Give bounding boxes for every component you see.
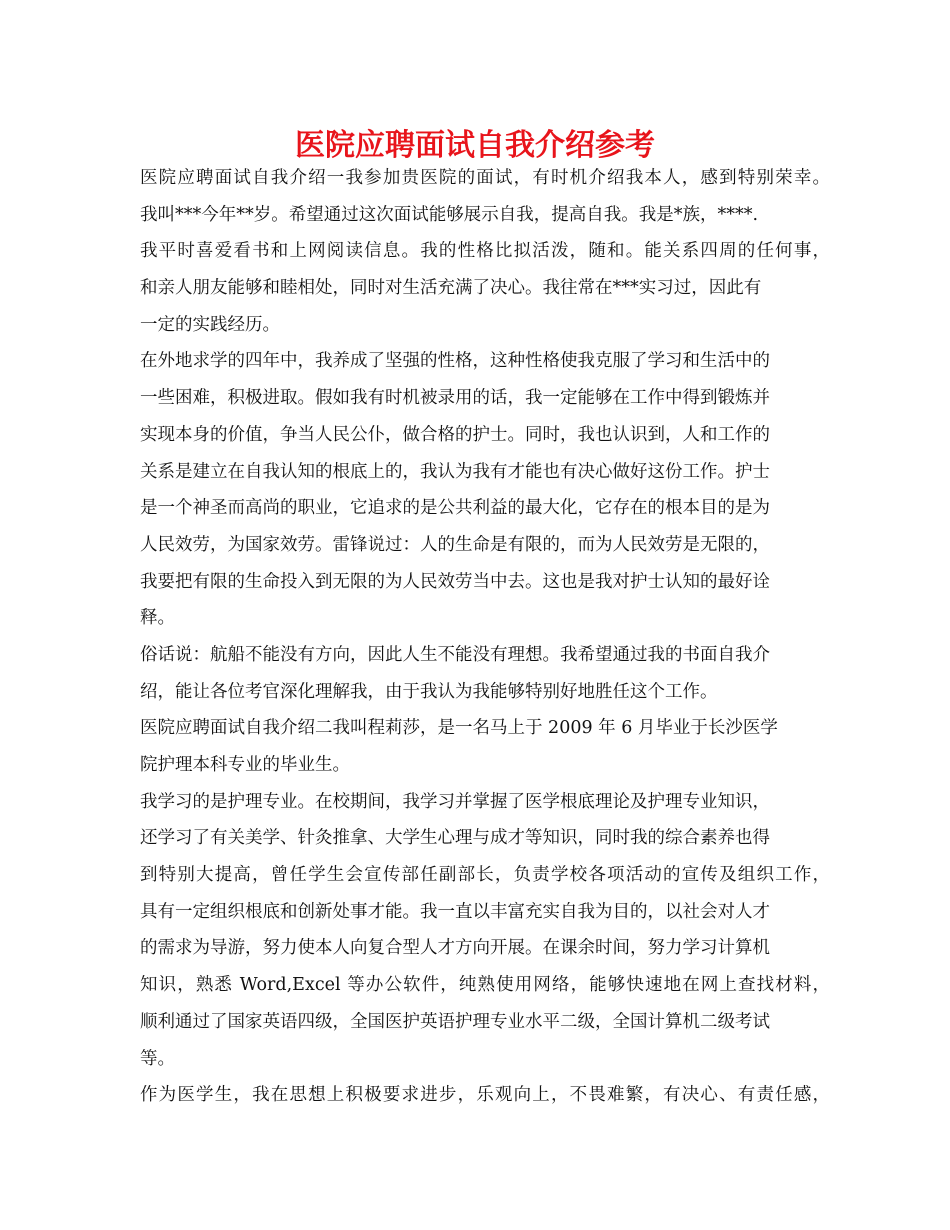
text-line: 我要把有限的生命投入到无限的为人民效劳当中去。这也是我对护士认知的最好诠 [140, 571, 770, 592]
text-line: 在外地求学的四年中，我养成了坚强的性格，这种性格使我克服了学习和生活中的 [140, 351, 770, 372]
text-line: 我叫***今年**岁。希望通过这次面试能够展示自我，提高自我。我是*族，****. [140, 204, 759, 225]
text-line: 到特别大提高，曾任学生会宣传部任副部长，负责学校各项活动的宣传及组织工作， [140, 865, 830, 886]
text-line: 人民效劳，为国家效劳。雷锋说过：人的生命是有限的，而为人民效劳是无限的， [140, 534, 770, 555]
text-line: 一定的实践经历。 [140, 314, 280, 335]
text-line: 一些困难，积极进取。假如我有时机被录用的话，我一定能够在工作中得到锻炼并 [140, 388, 770, 409]
text-line: 俗话说：航船不能没有方向，因此人生不能没有理想。我希望通过我的书面自我介 [140, 644, 770, 665]
text-line: 和亲人朋友能够和睦相处，同时对生活充满了决心。我往常在***实习过，因此有 [140, 278, 762, 299]
text-line: 知识，熟悉 Word,Excel 等办公软件，纯熟使用网络，能够快速地在网上查找材料， [140, 975, 830, 996]
text-line: 医院应聘面试自我介绍一我参加贵医院的面试，有时机介绍我本人，感到特别荣幸。 [140, 168, 830, 188]
text-line: 作为医学生，我在思想上积极要求进步，乐观向上，不畏难繁，有决心、有责任感， [140, 1085, 830, 1106]
text-line: 还学习了有关美学、针灸推拿、大学生心理与成才等知识，同时我的综合素养也得 [140, 828, 770, 849]
text-line: 绍，能让各位考官深化理解我，由于我认为我能够特别好地胜任这个工作。 [140, 681, 718, 702]
text-line: 院护理本科专业的毕业生。 [140, 755, 350, 775]
text-line: 我学习的是护理专业。在校期间，我学习并掌握了医学根底理论及护理专业知识， [140, 791, 770, 812]
text-line: 释。 [140, 608, 175, 629]
document-body [140, 160, 830, 1114]
text-line: 具有一定组织根底和创新处事才能。我一直以丰富充实自我为目的，以社会对人才 [140, 901, 770, 922]
text-line: 关系是建立在自我认知的根底上的，我认为我有才能也有决心做好这份工作。护士 [140, 461, 770, 482]
text-line: 我平时喜爱看书和上网阅读信息。我的性格比拟活泼，随和。能关系四周的任何事， [140, 241, 830, 262]
text-line: 医院应聘面试自我介绍二我叫程莉莎，是一名马上于 2009 年 6 月毕业于长沙医学 [140, 718, 778, 739]
text-line: 顺利通过了国家英语四级，全国医护英语护理专业水平二级，全国计算机二级考试 [140, 1011, 770, 1032]
text-line: 实现本身的价值，争当人民公仆，做合格的护士。同时，我也认识到，人和工作的 [140, 424, 770, 445]
text-line: 的需求为导游，努力使本人向复合型人才方向开展。在课余时间，努力学习计算机 [140, 938, 770, 959]
text-line: 是一个神圣而高尚的职业，它追求的是公共利益的最大化，它存在的根本目的是为 [140, 498, 770, 519]
document-title: 医院应聘面试自我介绍参考 [295, 128, 655, 163]
text-line: 等。 [140, 1048, 175, 1069]
